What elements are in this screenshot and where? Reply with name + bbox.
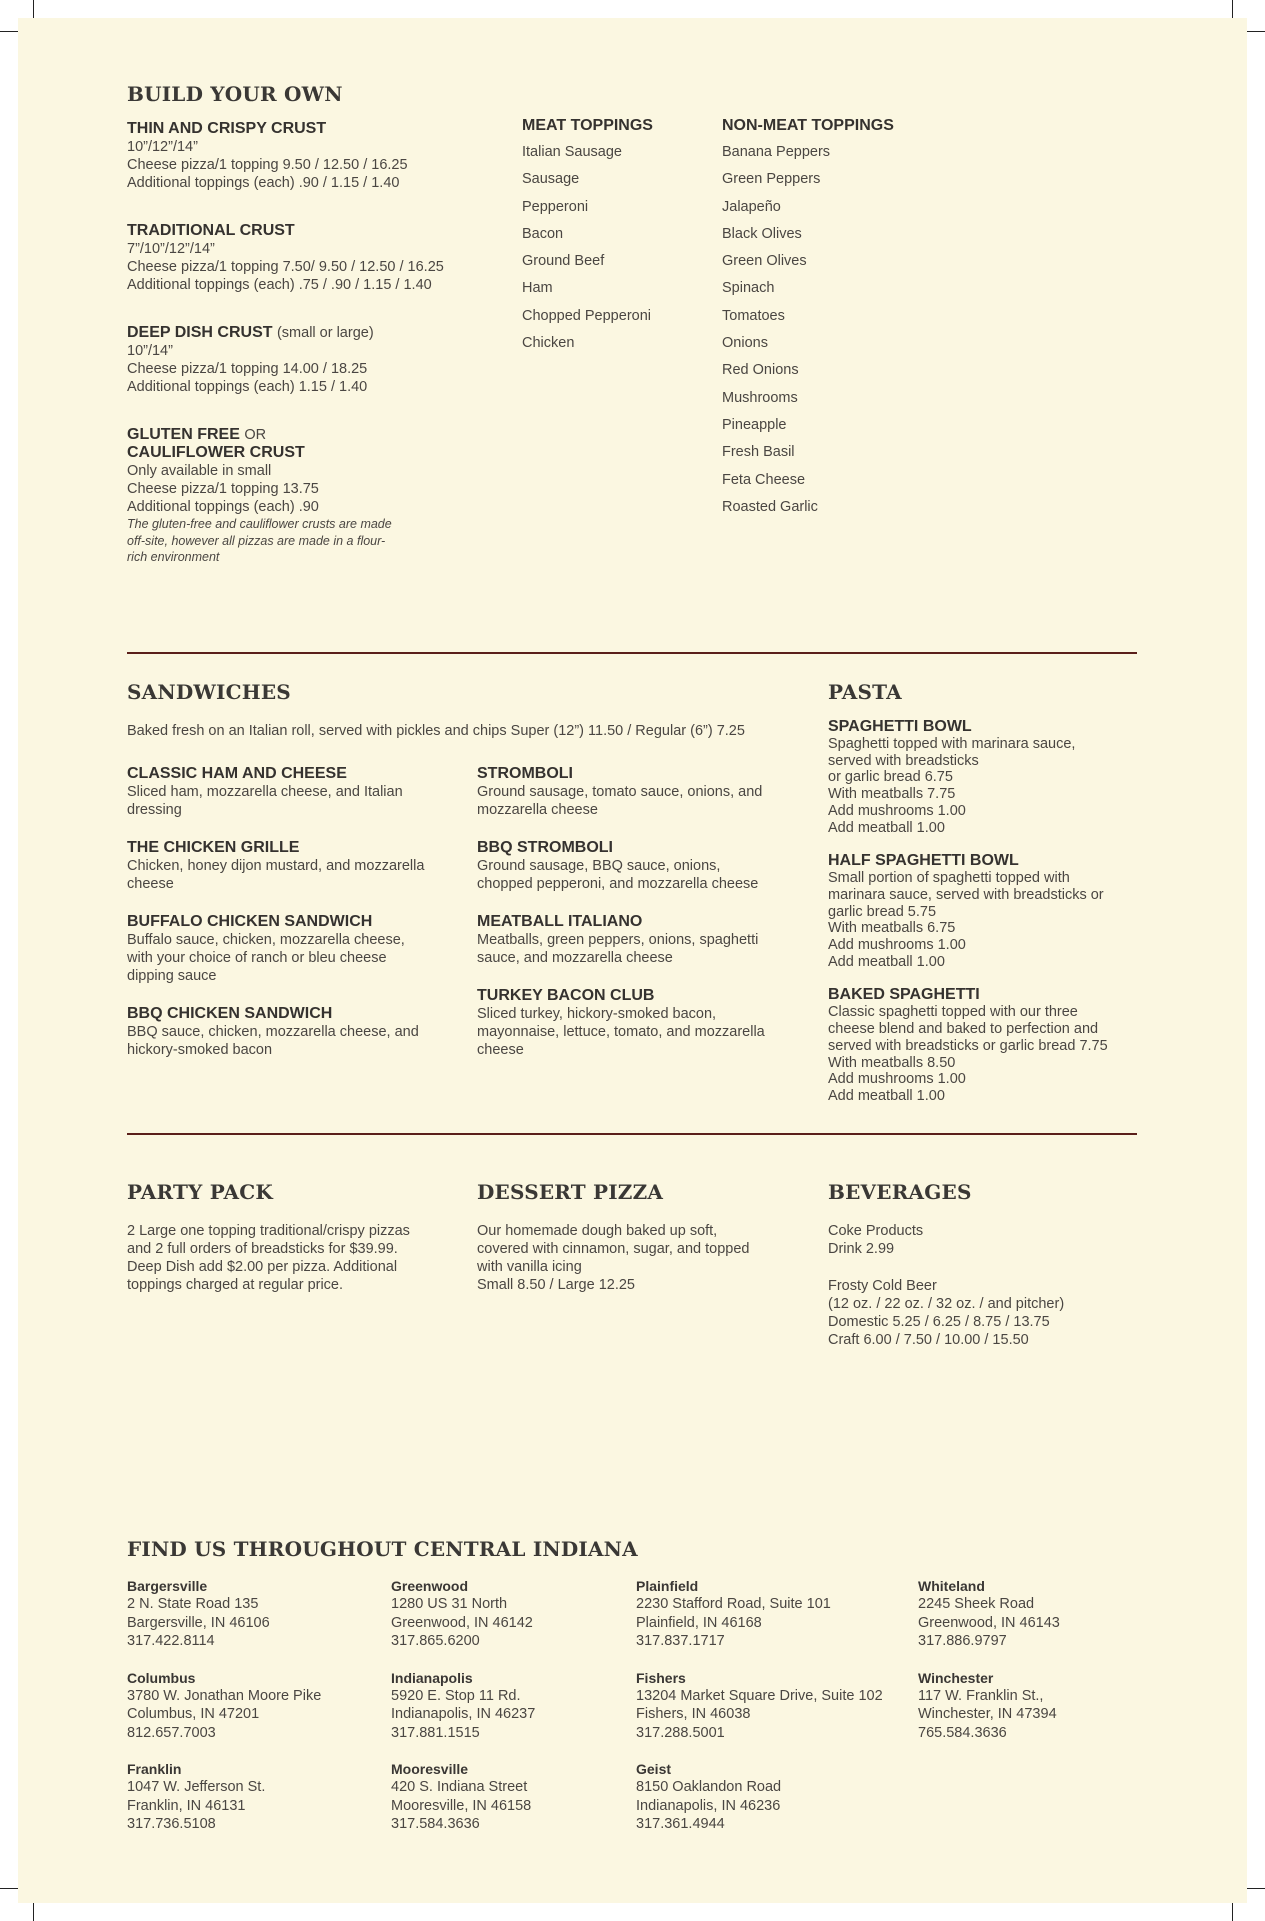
sandwich-name: TURKEY BACON CLUB: [477, 987, 655, 1004]
sandwich-name: BUFFALO CHICKEN SANDWICH: [127, 913, 373, 930]
location-detail: Fishers, IN 46038: [636, 1706, 751, 1722]
location-item: [636, 1577, 906, 1651]
party-pack-section: [127, 1180, 447, 1294]
location-name: Whiteland: [918, 1578, 985, 1594]
deep-dish-block: [127, 324, 487, 396]
non-meat-topping-item: Tomatoes: [722, 307, 785, 324]
pasta-line: With meatballs 7.75: [828, 786, 956, 803]
non-meat-topping-item: Green Peppers: [722, 171, 821, 188]
meat-topping-item: Sausage: [522, 171, 580, 188]
location-item: [127, 1669, 367, 1743]
pasta-line: Add mushrooms 1.00: [828, 1071, 966, 1088]
location-detail: Greenwood, IN 46142: [391, 1614, 533, 1631]
location-detail: 317.584.3636: [391, 1816, 480, 1832]
deep-dish-additional-price: Additional toppings (each) 1.15 / 1.40: [127, 379, 368, 395]
location-detail: Franklin, IN 46131: [127, 1797, 246, 1814]
meat-toppings-list: [522, 143, 702, 361]
location-name: Mooresville: [391, 1761, 469, 1777]
location-detail: 317.736.5108: [127, 1816, 216, 1832]
pasta-name: SPAGHETTI BOWL: [828, 718, 972, 735]
location-detail: 1047 W. Jefferson St.: [127, 1779, 266, 1795]
non-meat-topping-item: Feta Cheese: [722, 471, 806, 488]
thin-crust-sizes: 10”/12”/14”: [127, 139, 198, 155]
pasta-item: [828, 852, 1148, 970]
location-detail: Plainfield, IN 46168: [636, 1614, 762, 1631]
pasta-list: [828, 718, 1148, 1105]
pasta-section: [828, 680, 1148, 1121]
locations-column: [127, 1577, 367, 1852]
crop-mark: [33, 0, 34, 20]
dessert-pizza-line: Small 8.50 / Large 12.25: [477, 1277, 635, 1293]
locations-title: FIND US THROUGHOUT CENTRAL INDIANA: [127, 1537, 638, 1561]
locations-column: [391, 1577, 611, 1852]
pasta-line: Add mushrooms 1.00: [828, 802, 966, 819]
location-detail: 2230 Stafford Road, Suite 101: [636, 1596, 831, 1612]
location-detail: Winchester, IN 47394: [918, 1706, 1057, 1722]
dessert-pizza-section: [477, 1180, 797, 1294]
section-divider: [127, 652, 1137, 654]
location-name: Columbus: [127, 1669, 196, 1686]
beverage-line: Craft 6.00 / 7.50 / 10.00 / 15.50: [828, 1332, 1029, 1348]
location-item: [391, 1760, 611, 1834]
crop-mark: [0, 1888, 20, 1889]
party-pack-line: toppings charged at regular price.: [127, 1277, 344, 1293]
location-name: Winchester: [918, 1669, 994, 1686]
non-meat-topping-item: Red Onions: [722, 362, 799, 379]
location-detail: 3780 W. Jonathan Moore Pike: [127, 1687, 322, 1704]
sandwich-name: BBQ CHICKEN SANDWICH: [127, 1005, 333, 1022]
party-pack-line: Deep Dish add $2.00 per pizza. Additional: [127, 1259, 398, 1275]
sandwiches-left-column: [127, 765, 427, 1079]
crop-mark: [0, 31, 20, 32]
non-meat-topping-item: Black Olives: [722, 225, 802, 242]
gluten-free-availability: Only available in small: [127, 463, 272, 479]
non-meat-toppings-section: [722, 117, 922, 525]
pasta-line: Classic spaghetti topped with our three: [828, 1004, 1078, 1021]
location-name: Bargersville: [127, 1578, 208, 1594]
dessert-pizza-title: DESSERT PIZZA: [477, 1180, 664, 1204]
location-name: Indianapolis: [391, 1669, 473, 1686]
beverage-line: Drink 2.99: [828, 1241, 895, 1257]
non-meat-topping-item: Mushrooms: [722, 389, 798, 406]
sandwich-item: [127, 839, 427, 893]
sandwiches-section: [127, 680, 807, 740]
non-meat-topping-item: Jalapeño: [722, 198, 781, 215]
non-meat-topping-item: Banana Peppers: [722, 144, 831, 160]
pasta-line: Add meatball 1.00: [828, 953, 945, 970]
thin-crust-cheese-price: Cheese pizza/1 topping 9.50 / 12.50 / 16.25: [127, 157, 408, 173]
sandwich-description: Sliced ham, mozzarella cheese, and Italian dressing: [127, 784, 403, 818]
non-meat-topping-item: Roasted Garlic: [722, 498, 818, 515]
pasta-line: Add meatball 1.00: [828, 1087, 945, 1104]
meat-topping-item: Chopped Pepperoni: [522, 307, 651, 324]
beverage-line: Coke Products: [828, 1223, 924, 1239]
thin-crust-block: [127, 120, 487, 192]
beverages-section: [828, 1180, 1148, 1349]
non-meat-topping-item: Fresh Basil: [722, 444, 795, 461]
dessert-pizza-line: Our homemade dough baked up soft,: [477, 1223, 718, 1239]
location-item: [636, 1669, 906, 1743]
party-pack-line: 2 Large one topping traditional/crispy pizzas: [127, 1223, 410, 1239]
traditional-crust-name: TRADITIONAL CRUST: [127, 222, 295, 239]
dessert-pizza-description: [477, 1222, 797, 1294]
sandwiches-title: SANDWICHES: [127, 680, 291, 704]
cauliflower-crust-name: CAULIFLOWER CRUST: [127, 444, 305, 461]
location-name: Franklin: [127, 1761, 182, 1777]
gluten-free-note: The gluten-free and cauliflower crusts are made off-site, however all pizzas are made in a flour-rich environment: [127, 517, 392, 564]
non-meat-topping-item: Green Olives: [722, 253, 807, 270]
gluten-free-name: GLUTEN FREE OR: [127, 426, 267, 443]
traditional-crust-sizes: 7”/10”/12”/14”: [127, 241, 215, 257]
build-your-own-title: BUILD YOUR OWN: [127, 82, 343, 106]
location-item: [636, 1760, 906, 1834]
non-meat-topping-item: Onions: [722, 335, 768, 352]
pasta-line: Add mushrooms 1.00: [828, 937, 966, 954]
beverages-title: BEVERAGES: [828, 1180, 972, 1204]
sandwich-description: Chicken, honey dijon mustard, and mozzarella cheese: [127, 858, 425, 892]
locations-section: [127, 1537, 1127, 1561]
sandwich-name: BBQ STROMBOLI: [477, 839, 613, 856]
location-detail: 13204 Market Square Drive, Suite 102: [636, 1687, 883, 1704]
sandwich-item: [477, 839, 777, 893]
location-detail: 117 W. Franklin St.,: [918, 1687, 1044, 1704]
party-pack-line: and 2 full orders of breadsticks for $39.99.: [127, 1241, 398, 1257]
location-detail: 812.657.7003: [127, 1724, 216, 1741]
location-detail: 420 S. Indiana Street: [391, 1779, 528, 1795]
sandwich-description: Ground sausage, tomato sauce, onions, and mozzarella cheese: [477, 784, 763, 818]
traditional-crust-block: [127, 222, 487, 294]
location-item: [127, 1577, 367, 1651]
location-detail: 2 N. State Road 135: [127, 1596, 259, 1612]
location-detail: 317.837.1717: [636, 1633, 725, 1649]
section-divider: [127, 1133, 1137, 1135]
location-detail: 317.865.6200: [391, 1633, 480, 1649]
pasta-line: cheese blend and baked to perfection and: [828, 1021, 1099, 1038]
deep-dish-name: DEEP DISH CRUST (small or large): [127, 324, 374, 341]
party-pack-description: [127, 1222, 447, 1294]
meat-topping-item: Bacon: [522, 225, 564, 242]
non-meat-toppings-list: [722, 143, 922, 525]
pasta-name: BAKED SPAGHETTI: [828, 986, 980, 1004]
sandwich-item: [127, 1005, 427, 1059]
location-item: [918, 1577, 1138, 1651]
crop-mark: [33, 1901, 34, 1921]
gluten-free-additional-price: Additional toppings (each) .90: [127, 499, 319, 515]
sandwich-description: Ground sausage, BBQ sauce, onions, chopped pepperoni, and mozzarella cheese: [477, 858, 759, 892]
gluten-free-block: [127, 426, 487, 566]
location-detail: 765.584.3636: [918, 1724, 1007, 1741]
sandwich-name: STROMBOLI: [477, 765, 573, 782]
beverage-line: Domestic 5.25 / 6.25 / 8.75 / 13.75: [828, 1314, 1050, 1330]
sandwiches-right-column: [477, 765, 777, 1079]
location-detail: Indianapolis, IN 46237: [391, 1706, 536, 1722]
location-item: [127, 1760, 367, 1834]
build-your-own-section: [127, 82, 487, 566]
location-detail: 317.288.5001: [636, 1724, 725, 1741]
locations-column: [918, 1577, 1138, 1760]
location-detail: Greenwood, IN 46143: [918, 1614, 1060, 1631]
sandwich-item: [127, 913, 427, 985]
location-detail: 317.422.8114: [127, 1633, 215, 1649]
location-detail: 317.886.9797: [918, 1633, 1007, 1649]
crop-mark: [1232, 1901, 1233, 1921]
pasta-line: or garlic bread 6.75: [828, 769, 953, 786]
pasta-line: Spaghetti topped with marinara sauce,: [828, 736, 1076, 752]
beverage-line: Frosty Cold Beer: [828, 1278, 937, 1294]
sandwich-description: Meatballs, green peppers, onions, spaghetti sauce, and mozzarella cheese: [477, 932, 759, 966]
pasta-item: [828, 718, 1148, 836]
location-item: [391, 1669, 611, 1743]
location-detail: 8150 Oaklandon Road: [636, 1779, 782, 1795]
pasta-line: With meatballs 6.75: [828, 920, 956, 937]
location-item: [918, 1669, 1138, 1743]
dessert-pizza-line: covered with cinnamon, sugar, and topped: [477, 1241, 750, 1257]
pasta-line: marinara sauce, served with breadsticks or: [828, 886, 1104, 903]
beverage-line: (12 oz. / 22 oz. / 32 oz. / and pitcher): [828, 1296, 1065, 1312]
pasta-title: PASTA: [828, 680, 902, 704]
locations-column: [636, 1577, 906, 1852]
non-meat-toppings-title: NON-MEAT TOPPINGS: [722, 117, 894, 134]
pasta-item: [828, 986, 1148, 1104]
sandwich-description: Buffalo sauce, chicken, mozzarella cheese, with your choice of ranch or bleu cheese dipping sauce: [127, 932, 405, 984]
non-meat-topping-item: Pineapple: [722, 416, 787, 433]
sandwich-description: BBQ sauce, chicken, mozzarella cheese, and hickory-smoked bacon: [127, 1024, 419, 1058]
crop-mark: [1245, 1888, 1265, 1889]
sandwich-item: [127, 765, 427, 819]
location-detail: 317.881.1515: [391, 1724, 480, 1741]
sandwich-item: [477, 987, 777, 1059]
sandwich-name: CLASSIC HAM AND CHEESE: [127, 765, 347, 782]
deep-dish-cheese-price: Cheese pizza/1 topping 14.00 / 18.25: [127, 361, 368, 377]
meat-topping-item: Chicken: [522, 335, 575, 352]
pasta-line: Add meatball 1.00: [828, 819, 945, 836]
sandwich-item: [477, 913, 777, 967]
location-name: Plainfield: [636, 1578, 699, 1594]
meat-topping-item: Ground Beef: [522, 253, 605, 270]
meat-topping-item: Italian Sausage: [522, 144, 622, 160]
meat-toppings-title: MEAT TOPPINGS: [522, 117, 653, 134]
meat-topping-item: Pepperoni: [522, 198, 589, 215]
meat-toppings-section: [522, 117, 702, 361]
dessert-pizza-line: with vanilla icing: [477, 1259, 582, 1275]
party-pack-title: PARTY PACK: [127, 1180, 273, 1204]
sandwiches-intro: Baked fresh on an Italian roll, served with pickles and chips Super (12”) 11.50 / Regular (6”) 7.25: [127, 723, 745, 739]
non-meat-topping-item: Spinach: [722, 280, 775, 297]
location-detail: Indianapolis, IN 46236: [636, 1797, 781, 1814]
location-item: [391, 1577, 611, 1651]
pasta-line: With meatballs 8.50: [828, 1054, 956, 1071]
sandwich-name: THE CHICKEN GRILLE: [127, 839, 300, 856]
crop-mark: [1232, 0, 1233, 20]
location-detail: 5920 E. Stop 11 Rd.: [391, 1687, 521, 1704]
pasta-line: garlic bread 5.75: [828, 903, 937, 920]
pasta-line: served with breadsticks or garlic bread 7.75: [828, 1037, 1108, 1054]
thin-crust-name: THIN AND CRISPY CRUST: [127, 120, 327, 137]
meat-topping-item: Ham: [522, 280, 553, 297]
pasta-line: Small portion of spaghetti topped with: [828, 870, 1070, 887]
gluten-free-cheese-price: Cheese pizza/1 topping 13.75: [127, 481, 319, 497]
beverages-beer: [828, 1277, 1148, 1349]
sandwich-item: [477, 765, 777, 819]
location-detail: Bargersville, IN 46106: [127, 1614, 270, 1631]
location-detail: Columbus, IN 47201: [127, 1706, 260, 1722]
location-name: Fishers: [636, 1669, 686, 1686]
crop-mark: [1245, 31, 1265, 32]
pasta-name: HALF SPAGHETTI BOWL: [828, 852, 1019, 870]
location-detail: 2245 Sheek Road: [918, 1596, 1035, 1612]
location-detail: 1280 US 31 North: [391, 1596, 508, 1612]
thin-crust-additional-price: Additional toppings (each) .90 / 1.15 / 1.40: [127, 175, 400, 191]
sandwich-name: MEATBALL ITALIANO: [477, 913, 643, 930]
beverages-soft-drinks: [828, 1222, 1148, 1258]
traditional-crust-additional-price: Additional toppings (each) .75 / .90 / 1.15 / 1.40: [127, 277, 432, 293]
location-detail: 317.361.4944: [636, 1816, 725, 1832]
sandwich-description: Sliced turkey, hickory-smoked bacon, mayonnaise, lettuce, tomato, and mozzarella cheese: [477, 1006, 765, 1058]
traditional-crust-cheese-price: Cheese pizza/1 topping 7.50/ 9.50 / 12.50 / 16.25: [127, 259, 444, 275]
pasta-line: served with breadsticks: [828, 752, 979, 769]
location-name: Greenwood: [391, 1578, 469, 1594]
deep-dish-sizes: 10”/14”: [127, 343, 173, 359]
deep-dish-note: (small or large): [276, 325, 374, 341]
location-name: Geist: [636, 1761, 672, 1777]
location-detail: Mooresville, IN 46158: [391, 1797, 532, 1814]
